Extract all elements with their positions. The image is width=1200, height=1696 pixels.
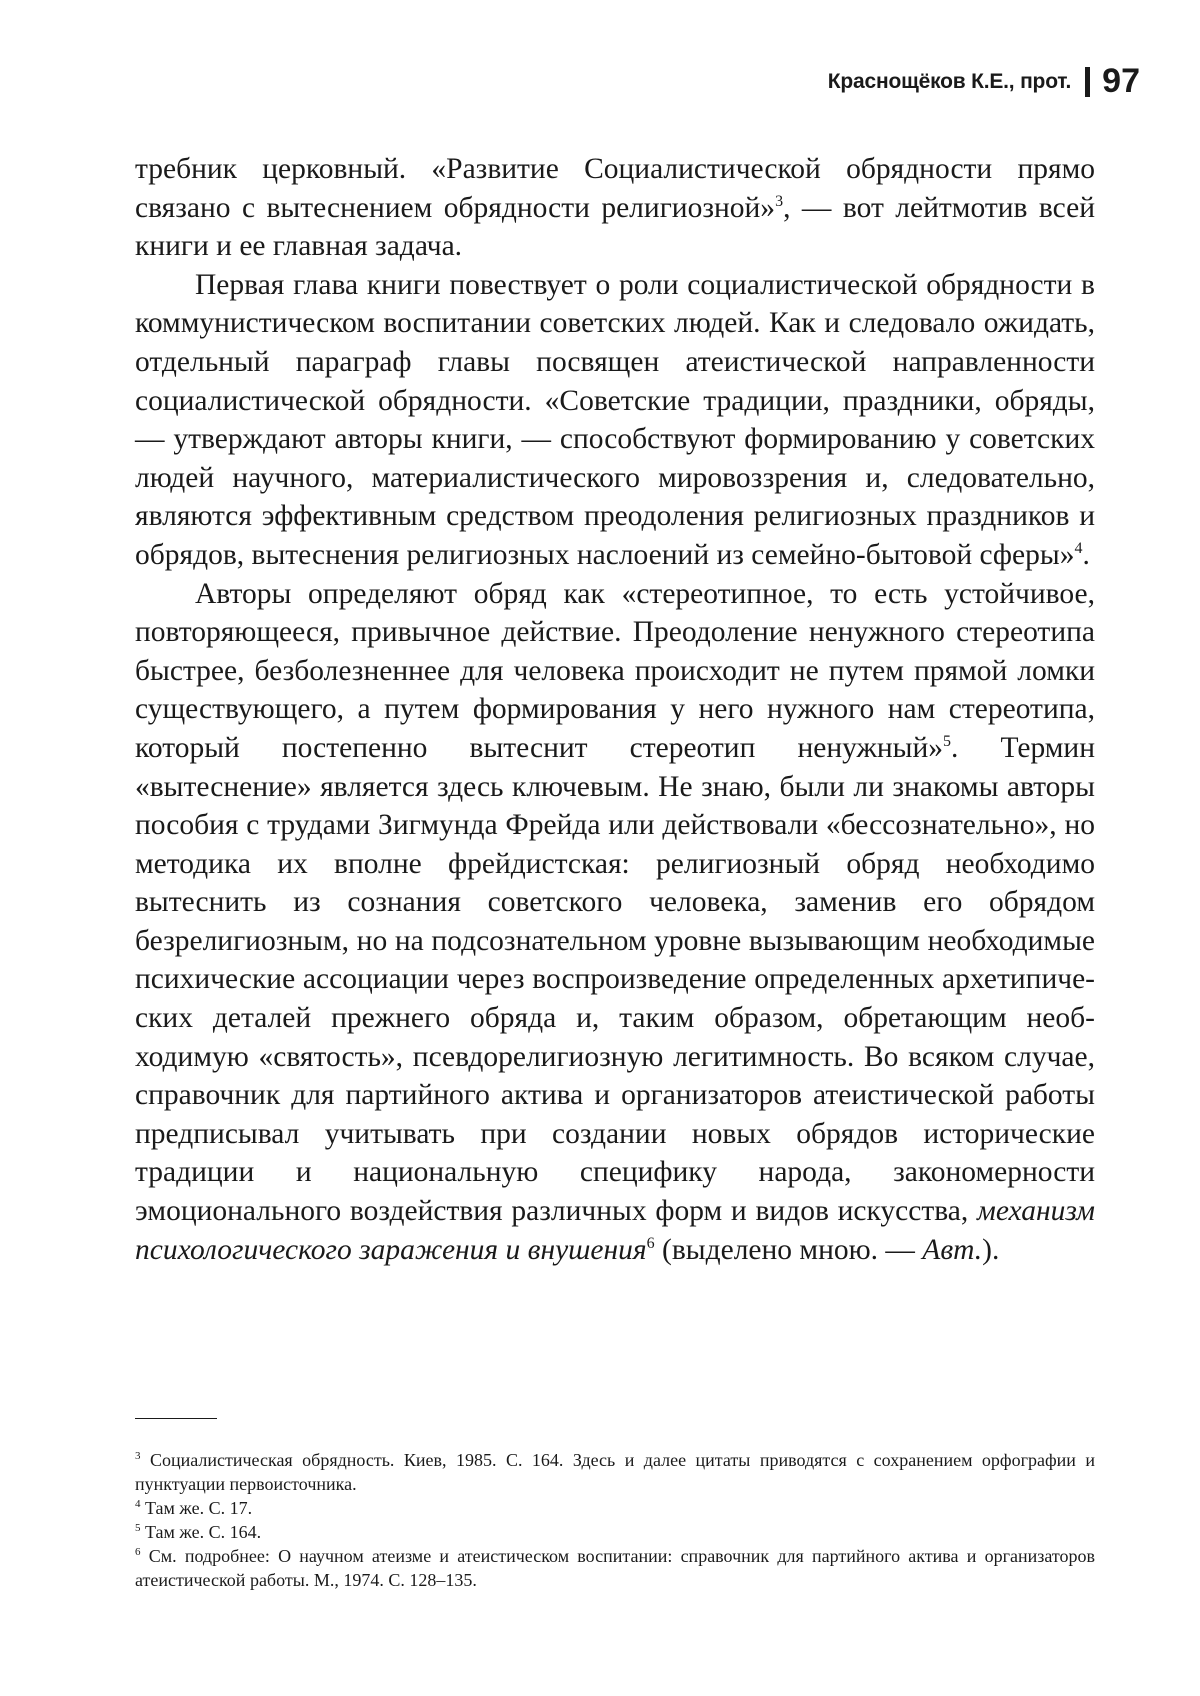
paragraph-3-text-b: . Термин «вытеснение» является здесь ключевым. Не знаю, были ли знакомы авторы пособия с трудами Зигмунда Фрейда или действовали «бессознательно», но методика их вполне фрейдистская: религиозный обряд необходимо вытеснить из сознания советского человека, заменив его обрядом безрелигиозным, но на подсознательном уровне вызывающим необходимые психические ассоциации через воспроизведение определенных архетипических деталей прежнего обряда и, таким образом, обретающим необходимую «святость», псевдорелигиозную легитимность. Во всяком случае, справочник для партийного актива и организаторов атеистической работы предписывал учитывать при создании новых обрядов исторические традиции и национальную специфику народа, закономерности эмоционального воздействия различных форм и видов искусства, (135, 731, 1095, 1228)
paragraph-3-emphasis: механизм психологического заражения и внушения (135, 1195, 1095, 1266)
footnote-ref-4: 4 (1074, 540, 1083, 558)
footnote-6 (135, 1544, 1095, 1592)
paragraph-3-text-a: Авторы определяют обряд как «стереотипное, то есть устойчивое, повторяющееся, привычное действие. Преодоление ненужного стереотипа быстрее, безболезненнее для человека происходит не путем прямой ломки существующего, а путем формирования у него нужного нам стереотипа, который постепенно вытеснит стереотип ненужный» (135, 577, 1095, 764)
running-head (828, 62, 1140, 101)
footnote-ref-6: 6 (646, 1234, 655, 1252)
page-number: 97 (1102, 62, 1140, 100)
footnote-4 (135, 1496, 1095, 1520)
paragraph-2-text-a: Первая глава книги повествует о роли социалистической обрядности в коммунистическом воспитании советских людей. Как и следовало ожидать, отдельный параграф главы посвящен атеистической направленности социалистической обрядности. «Советские традиции, праздники, обряды, — утверждают авторы книги, — способствуют формированию у советских людей научного, материалистического мировоззрения и, следовательно, являются эффективным средством преодоления религиозных праздников и обрядов, вытеснения религиозных наслоений из семейно-бытовой сферы» (135, 268, 1095, 571)
footnote-ref-5: 5 (943, 733, 951, 751)
paragraph-3 (135, 575, 1095, 1270)
footnote-number: 4 (135, 1498, 141, 1510)
footnote-ref-3: 3 (775, 192, 784, 210)
footnote-number: 3 (135, 1450, 141, 1462)
footnote-5 (135, 1520, 1095, 1544)
paragraph-2-text-b: . (1082, 538, 1090, 571)
footnote-text: Там же. С. 17. (140, 1498, 253, 1518)
footnote-3 (135, 1448, 1095, 1496)
paragraph-3-text-c: (выделено мною. — (654, 1233, 923, 1266)
footnote-number: 5 (135, 1522, 141, 1534)
footnote-number: 6 (135, 1546, 141, 1558)
footnote-text: Там же. С. 164. (140, 1522, 262, 1542)
main-text (135, 150, 1095, 1269)
footnote-text: См. подробнее: О научном атеизме и атеистическом воспитании: справочник для партийного актива и организаторов атеистической работы. М., 1974. С. 128–135. (135, 1546, 1095, 1590)
paragraph-2 (135, 266, 1095, 575)
paragraph-1-text-a: требник церковный. «Развитие Социалистической обрядности прямо связано с вытеснением обрядности религиозной» (135, 153, 1095, 224)
paragraph-1 (135, 150, 1095, 266)
running-head-divider (1085, 67, 1090, 97)
paragraph-1-text-b: , — вот лейтмотив всей книги и ее главная задача. (135, 191, 1095, 263)
author-abbreviation: Авт. (922, 1233, 983, 1266)
footnote-text: Социалистическая обрядность. Киев, 1985. С. 164. Здесь и далее цитаты приводятся с сохранением орфографии и пунктуации первоисточника. (135, 1450, 1095, 1494)
footnotes (135, 1448, 1095, 1592)
running-head-author: Краснощёков К.Е., прот. (827, 69, 1072, 93)
paragraph-3-text-d: ). (982, 1233, 1000, 1266)
footnote-separator (135, 1418, 217, 1419)
